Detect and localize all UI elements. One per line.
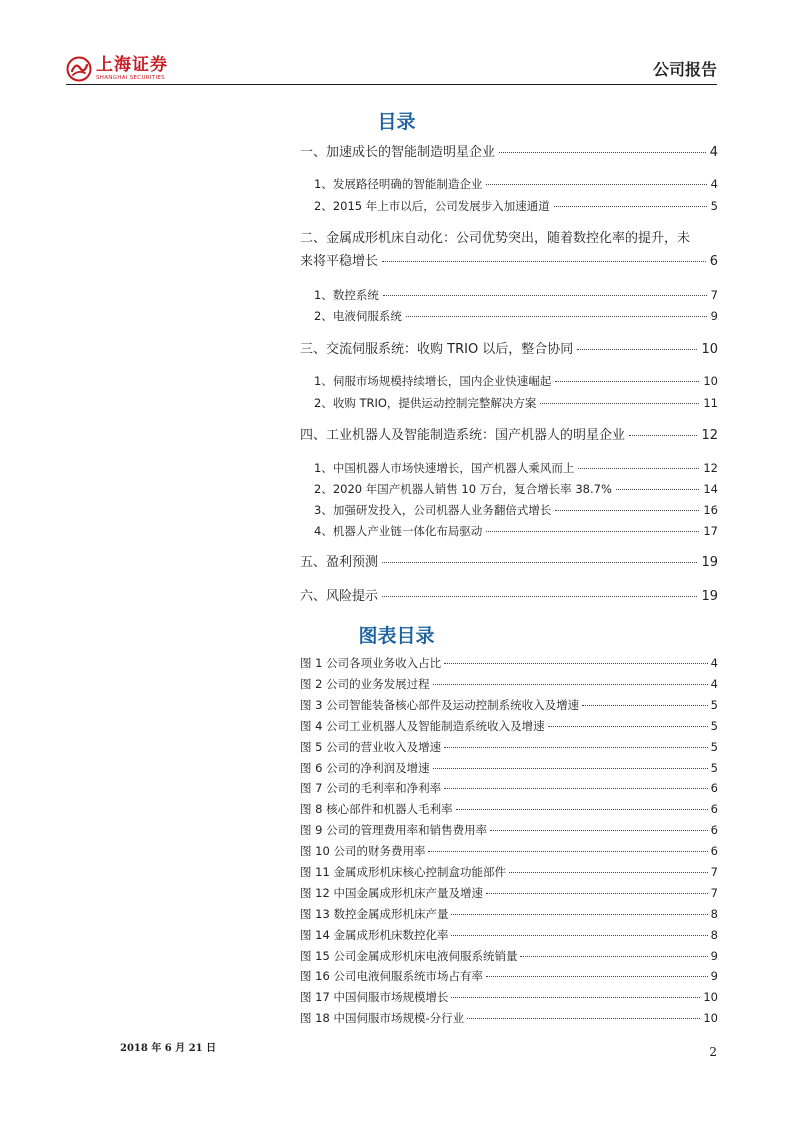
report-type-label: 公司报告 [652,60,717,79]
figure-entry[interactable]: 图 17 中国伺服市场规模增长 10 [300,990,718,1004]
figure-entry[interactable]: 图 3 公司智能装备核心部件及运动控制系统收入及增速 5 [300,698,718,712]
figure-entry[interactable]: 图 18 中国伺服市场规模-分行业 10 [300,1011,718,1025]
logo-name-en: SHANGHAI SECURITIES [96,74,165,81]
figure-entry[interactable]: 图 13 数控金属成形机床产量 8 [300,907,718,921]
figures-toc-title: 图表目录 [358,625,435,647]
toc-entry[interactable]: 2、电液伺服系统 9 [314,309,718,323]
figure-entry[interactable]: 图 12 中国金属成形机床产量及增速 7 [300,886,718,900]
figure-entry[interactable]: 图 8 核心部件和机器人毛利率 6 [300,802,718,816]
figure-entry[interactable]: 图 4 公司工业机器人及智能制造系统收入及增速 5 [300,719,718,733]
figure-entry[interactable]: 图 5 公司的营业收入及增速 5 [300,740,718,754]
toc-entry[interactable]: 1、发展路径明确的智能制造企业 4 [314,177,718,191]
toc-entry[interactable]: 3、加强研发投入，公司机器人业务翻倍式增长 16 [314,503,718,517]
figure-entry[interactable]: 图 11 金属成形机床核心控制盒功能部件 7 [300,865,718,879]
toc-entry[interactable]: 4、机器人产业链一体化布局驱动 17 [314,524,718,538]
figure-entry[interactable]: 图 16 公司电液伺服系统市场占有率 9 [300,969,718,983]
logo-emblem-icon [66,56,92,82]
toc-entry[interactable]: 1、伺服市场规模持续增长，国内企业快速崛起 10 [314,374,718,388]
toc-entry[interactable]: 2、收购 TRIO，提供运动控制完整解决方案 11 [314,396,718,410]
figure-entry[interactable]: 图 10 公司的财务费用率 6 [300,844,718,858]
company-logo [66,56,168,82]
page-number: 2 [709,1045,717,1059]
toc-title: 目录 [377,111,416,133]
toc-entry[interactable]: 六、风险提示 19 [300,589,718,604]
toc-entry[interactable]: 2、2015 年上市以后，公司发展步入加速通道 5 [314,199,718,213]
toc-entry[interactable]: 2、2020 年国产机器人销售 10 万台，复合增长率 38.7% 14 [314,482,718,496]
figure-entry[interactable]: 图 6 公司的净利润及增速 5 [300,761,718,775]
toc-entry[interactable]: 二、金属成形机床自动化：公司优势突出，随着数控化率的提升，未 来将平稳增长 6 [300,231,718,269]
figure-entry[interactable]: 图 15 公司金属成形机床电液伺服系统销量 9 [300,949,718,963]
report-date: 2018 年 6 月 21 日 [120,1043,217,1054]
figure-entry[interactable]: 图 7 公司的毛利率和净利率 6 [300,781,718,795]
toc-entry[interactable]: 一、加速成长的智能制造明星企业 4 [300,145,718,160]
figure-entry[interactable]: 图 1 公司各项业务收入占比 4 [300,656,718,670]
toc-entry[interactable]: 三、交流伺服系统：收购 TRIO 以后，整合协同 10 [300,342,718,357]
figure-entry[interactable]: 图 2 公司的业务发展过程 4 [300,677,718,691]
toc-entry[interactable]: 四、工业机器人及智能制造系统：国产机器人的明星企业 12 [300,428,718,443]
toc-entry[interactable]: 1、数控系统 7 [314,288,718,302]
figure-entry[interactable]: 图 9 公司的管理费用率和销售费用率 6 [300,823,718,837]
logo-name-cn: 上海证券 [96,54,168,75]
header-divider [66,84,717,85]
toc-entry[interactable]: 1、中国机器人市场快速增长，国产机器人乘风而上 12 [314,461,718,475]
figure-entry[interactable]: 图 14 金属成形机床数控化率 8 [300,928,718,942]
toc-entry[interactable]: 五、盈利预测 19 [300,555,718,570]
